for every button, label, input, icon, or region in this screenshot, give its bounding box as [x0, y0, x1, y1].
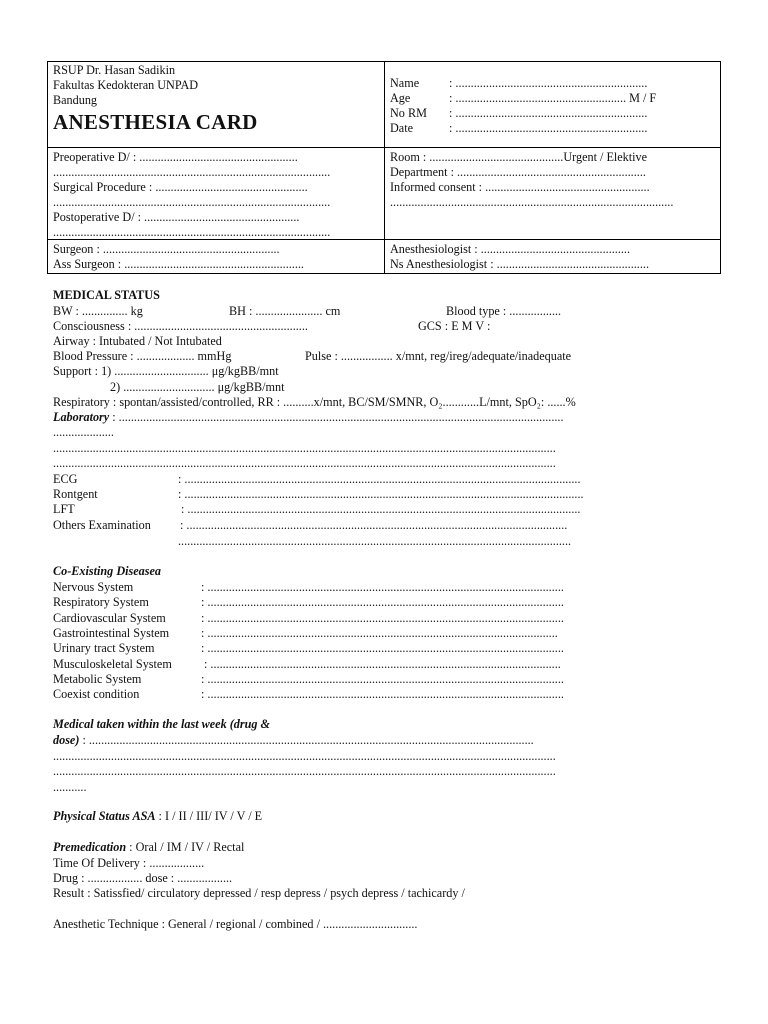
informed-consent-cont[interactable]: ............................................................................................. [390, 195, 674, 209]
support-2-field[interactable]: 2) .............................. μg/kgBB/mnt [110, 380, 285, 394]
header-row-divider-1 [47, 147, 721, 148]
ns-anesthesiologist-field[interactable]: Ns Anesthesiologist : .................................................. [390, 257, 649, 271]
age-label: Age [390, 91, 411, 105]
coexisting-item-field[interactable]: : ..................................................................................................................... [201, 580, 564, 594]
blood-pressure-field[interactable]: Blood Pressure : ................... mmHg [53, 349, 232, 363]
premedication-route-options[interactable]: : Oral / IM / IV / Rectal [126, 840, 245, 854]
coexisting-item-field[interactable]: : ..................................................................................................................... [201, 641, 564, 655]
surgeon-field[interactable]: Surgeon : .......................................................... [53, 242, 280, 256]
others-label: Others Examination [53, 518, 151, 532]
surgical-procedure-field[interactable]: Surgical Procedure : .................................................. [53, 180, 308, 194]
lft-label: LFT [53, 502, 75, 516]
laboratory-field[interactable]: : .................................................................................................................................................. [109, 410, 564, 424]
date-field[interactable]: : ............................................................... [449, 121, 648, 135]
ecg-field[interactable]: : .................................................................................................................................. [178, 472, 581, 486]
coexisting-item-label: Coexist condition [53, 687, 140, 701]
hospital-name: RSUP Dr. Hasan Sadikin [53, 63, 176, 77]
surgical-procedure-cont[interactable]: ........................................................................................... [53, 195, 331, 209]
ass-surgeon-field[interactable]: Ass Surgeon : ........................................................... [53, 257, 304, 271]
name-field[interactable]: : ............................................................... [449, 76, 648, 90]
bw-field[interactable]: BW : ............... kg [53, 304, 143, 318]
coexisting-item-label: Cardiovascular System [53, 611, 166, 625]
lft-field[interactable]: : ................................................................................................................................. [181, 502, 581, 516]
gcs-field[interactable]: GCS : E M V : [418, 319, 491, 333]
rontgent-field[interactable]: : ................................................................................................................................... [178, 487, 584, 501]
coexisting-item-field[interactable]: : ................................................................................................................... [204, 657, 561, 671]
coexisting-item-label: Urinary tract System [53, 641, 155, 655]
laboratory-cont-3[interactable]: ..................................................................................................................................................................... [53, 456, 556, 470]
laboratory-cont-1[interactable]: .................... [53, 425, 114, 439]
header-column-divider [384, 61, 385, 274]
preop-diagnosis-field[interactable]: Preoperative D/ : .................................................... [53, 150, 298, 164]
medication-field[interactable]: : .................................................................................................................................................. [79, 733, 534, 747]
norm-field[interactable]: : ............................................................... [449, 106, 648, 120]
preop-diagnosis-cont[interactable]: ........................................................................................... [53, 165, 331, 179]
blood-type-field[interactable]: Blood type : ................. [446, 304, 562, 318]
date-label: Date [390, 121, 414, 135]
airway-field[interactable]: Airway : Intubated / Not Intubated [53, 334, 222, 348]
informed-consent-field[interactable]: Informed consent : ...................................................... [390, 180, 650, 194]
medication-cont-1[interactable]: ..................................................................................................................................................................... [53, 749, 556, 763]
coexisting-item-label: Nervous System [53, 580, 134, 594]
medical-status-heading: MEDICAL STATUS [53, 288, 160, 302]
coexisting-item-field[interactable]: : ..................................................................................................................... [201, 687, 564, 701]
rontgent-label: Rontgent [53, 487, 98, 501]
page-title: ANESTHESIA CARD [53, 110, 258, 134]
others-cont[interactable]: ................................................................................................................................. [178, 534, 572, 548]
pulse-field[interactable]: Pulse : ................. x/mnt, reg/ireg/adequate/inadequate [305, 349, 572, 363]
medication-cont-3[interactable]: ........... [53, 780, 87, 794]
support-1-field[interactable]: Support : 1) ............................... μg/kgBB/mnt [53, 364, 279, 378]
coexisting-item-field[interactable]: : ..................................................................................................................... [201, 595, 564, 609]
coexisting-heading: Co-Existing Diseasea [53, 564, 162, 578]
coexisting-item-label: Musculoskeletal System [53, 657, 172, 671]
medication-line[interactable] [53, 733, 534, 748]
norm-label: No RM [390, 106, 427, 120]
medication-heading-cont: dose) [53, 733, 80, 747]
ecg-label: ECG [53, 472, 78, 486]
consciousness-field[interactable]: Consciousness : ......................................................... [53, 319, 308, 333]
postop-diagnosis-field[interactable]: Postoperative D/ : ................................................... [53, 210, 300, 224]
coexisting-item-label: Respiratory System [53, 595, 149, 609]
laboratory-label: Laboratory [53, 410, 110, 424]
medication-cont-2[interactable]: ..................................................................................................................................................................... [53, 764, 556, 778]
respiratory-field[interactable]: Respiratory : spontan/assisted/controlled, RR : ..........x/mnt, BC/SM/SMNR, O₂............L/mnt, SpO₂: ......% [53, 395, 576, 409]
result-options[interactable]: Result : Satissfied/ circulatory depressed / resp depress / psych depress / tachicardy / [53, 886, 465, 900]
coexisting-item-field[interactable]: : ..................................................................................................................... [201, 672, 564, 686]
coexisting-item-label: Metabolic System [53, 672, 142, 686]
coexisting-item-label: Gastrointestinal System [53, 626, 170, 640]
city-name: Bandung [53, 93, 98, 107]
age-field[interactable]: : ........................................................ M / F [449, 91, 657, 105]
postop-diagnosis-cont[interactable]: ........................................................................................... [53, 225, 331, 239]
coexisting-item-field[interactable]: : ................................................................................................................... [201, 626, 558, 640]
laboratory-line[interactable] [53, 410, 564, 425]
anesthesiologist-field[interactable]: Anesthesiologist : ................................................. [390, 242, 631, 256]
time-of-delivery-field[interactable]: Time Of Delivery : .................. [53, 856, 205, 870]
drug-dose-field[interactable]: Drug : .................. dose : .................. [53, 871, 233, 885]
faculty-name: Fakultas Kedokteran UNPAD [53, 78, 199, 92]
department-field[interactable]: Department : .............................................................. [390, 165, 646, 179]
asa-options[interactable]: : I / II / III/ IV / V / E [155, 809, 263, 823]
name-label: Name [390, 76, 420, 90]
asa-line[interactable] [53, 809, 262, 824]
coexisting-item-field[interactable]: : ..................................................................................................................... [201, 611, 564, 625]
room-field[interactable]: Room : ............................................Urgent / Elektive [390, 150, 648, 164]
asa-label: Physical Status ASA [53, 809, 156, 823]
anesthetic-technique-field[interactable]: Anesthetic Technique : General / regional / combined / ............................... [53, 917, 418, 931]
medication-heading: Medical taken within the last week (drug & [53, 717, 271, 731]
others-field[interactable]: : ............................................................................................................................. [180, 518, 568, 532]
bh-field[interactable]: BH : ...................... cm [229, 304, 341, 318]
premedication-line[interactable] [53, 840, 244, 855]
laboratory-cont-2[interactable]: ..................................................................................................................................................................... [53, 441, 556, 455]
premedication-label: Premedication [53, 840, 127, 854]
